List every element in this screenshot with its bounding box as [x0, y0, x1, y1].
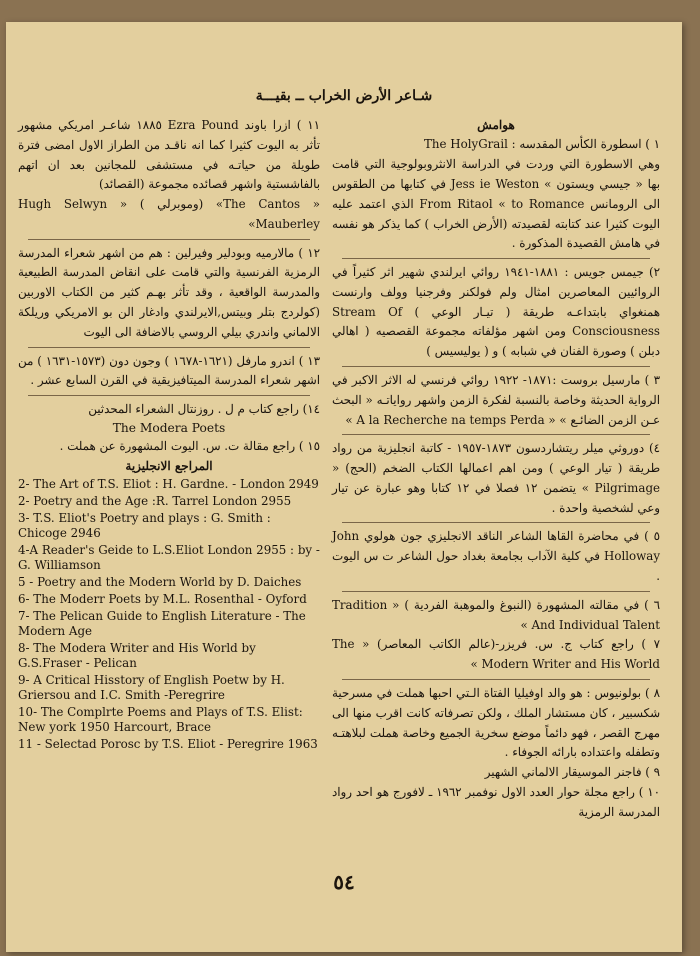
reference-item: 2- The Art of T.S. Eliot : H. Gardne. - London 2949	[18, 476, 319, 491]
references-title: المراجع الانجليزية	[125, 459, 213, 474]
footnote-6: ٦ ) في مقالته المشهورة (النبوغ والموهبة الفردية ) « Tradition And Individual Talent »	[332, 597, 660, 632]
footnote-12: ١٢ ) مالارميه وبودلير وفيرلين : هم من اشهر شعراء المدرسة الرمزية الفرنسية والتي قامت على انقاض المدرسة الطبيعية والمدرسة الواقعية ، وقد تأثر بهـم كثير من الكتاب الاوربين (كولردج بتلر وبيتس,الايرلندي وادغار الن بو الامريكي وريلكة الالماني واندري بيلي الروسي بالاضافة الى اليوت	[18, 245, 320, 339]
reference-item: 3- T.S. Eliot's Poetry and plays : G. Smith : Chicoge 2946	[18, 510, 271, 540]
left-column	[18, 116, 320, 754]
footnote-9: ٩ ) فاجنر الموسيقار الالماني الشهير	[484, 765, 660, 780]
footnote-14-title: The Modera Poets	[112, 420, 226, 435]
footnote-7: ٧ ) راجع كتاب ج. س. فريزر-(عالم الكاتب المعاصر) « The Modern Writer and His World »	[332, 637, 660, 672]
footnote-4: ٤) دوروثي ميلر ريتشاردسون ١٨٧٣-١٩٥٧ - كاتبة انجليزية من رواد طريقة ( تيار الوعي ) ومن اهم اعمالها الكتاب الضخم (الحج) « Pilgrimage » يتضمن ١٢ فصلا في ١٢ كتابا وهو عبارة عن تيار وعي لشخصية واحدة .	[332, 441, 661, 515]
footnote-10: ١٠ ) راجع مجلة حوار العدد الاول نوفمبر ١٩٦٢ ـ لافورج هو احد رواد المدرسة الرمزية	[332, 784, 660, 819]
reference-item: 11 - Selectad Porosc by T.S. Eliot - Peregrire 1963	[18, 737, 318, 752]
footnote-1-body: وهي الاسطورة التي وردت في الدراسة الانثروبولوجية التي قامت بها « جيسي ويستون » Jess ie Weston في كتابها من الطقوس الى الرومانس From Ritaol « to Romance الذي اعتمد عليه اليوت كثيرا عند كتابته لقصيدته (الأرض الخراب ) كما يذكر هو نفسه في هامش القصيدة المذكورة .	[332, 157, 660, 251]
reference-item: 8- The Modera Writer and His World by G.S.Fraser - Pelican	[18, 641, 256, 671]
divider	[28, 347, 310, 348]
reference-item: 7- The Pelican Guide to English Literature - The Modern Age	[18, 608, 306, 638]
divider	[342, 679, 650, 680]
reference-item: 2- Poetry and the Age :R. Tarrel London 2955	[18, 493, 292, 508]
footnote-1: ١ ) اسطورة الكأس المقدسه : The HolyGrail	[424, 137, 660, 152]
divider	[342, 366, 650, 367]
footnote-11: ١١ ) ازرا باوند Ezra Pound ١٨٨٥ شاعـر امريكي مشهور تأثر به اليوت كثيرا كما انه ناقـد من الطراز الاول امضى فترة طويلة من حياتـه في مستشفى للمجانين بعد ان اتهم بالفاشستية واشهر قصائده مجموعة (القصائد)	[18, 118, 320, 192]
footnote-2: ٢) جيمس جويس : ١٨٨١-١٩٤١ روائي ايرلندي شهير اثر كثيراً في الروائيين المعاصرين امثال ولم فولكنر وفرجنيا وولف وارنست همنغواي بابتداعـه طريقة ( تيـار الوعي ) Stream Of Consciousness ومن اشهر مؤلفاته مجموعة القصصيه ( اهالي دبلن ) وصورة الفنان في شبابه ) و ( يوليسيس )	[332, 265, 660, 359]
footnotes-title: هوامش	[477, 118, 515, 132]
footnote-8: ٨ ) بولونيوس : هو والد اوفيليا الفتاة الـتي احبها هملت في مسرحية شكسبير ، كان مستشار الملك ، ولكن تصرفاته كانت اقرب منها الى مهرج القصر ، فهو دائماً موضع سخرية الجميع وخاصة هملت لبلاهتـه وتطفله واعتداده بارائه الجوفاء .	[332, 685, 660, 760]
divider	[28, 395, 310, 396]
reference-item: 5 - Poetry and the Modern World by D. Daiches	[18, 574, 302, 589]
divider	[342, 258, 650, 259]
reference-item: 9- A Critical Hisstory of English Poetw by H. Griersou and I.C. Smith -Peregrire	[18, 673, 285, 703]
divider	[342, 591, 650, 592]
footnote-3: ٣ ) مارسيل بروست :١٨٧١- ١٩٢٢ روائي فرنسي له الاثر الاكبر في الرواية الحديثة وخاصة بالنسبة لفكرة الزمن واشهر رواياتـه « البحث عـن الزمن الضائـع » « A la Recherche na temps Perda »	[332, 373, 660, 427]
page-number: ٥٤	[333, 870, 355, 894]
reference-item: 10- The Complrte Poems and Plays of T.S. Elist: New york 1950 Harcourt, Brace	[18, 705, 303, 735]
right-column	[332, 116, 660, 822]
divider	[342, 522, 650, 523]
divider	[342, 434, 650, 435]
divider	[28, 239, 310, 240]
running-header: شـاعر الأرض الخراب ــ بقيـــة	[255, 88, 433, 104]
reference-item: 6- The Moderr Poets by M.L. Rosenthal - Oyford	[18, 591, 307, 606]
footnote-15: ١٥ ) راجع مقالة ت. س. اليوت المشهورة عن هملت .	[59, 439, 320, 454]
references-list	[18, 477, 320, 753]
document-page	[6, 22, 682, 952]
footnote-14: ١٤) راجع كتاب م ل . روزنتال الشعراء المحدثين	[88, 402, 320, 417]
reference-item: 4-A Reader's Geide to L.S.Eliot London 2955 : by - G. Williamson	[18, 542, 320, 572]
footnote-11-titles: « The Cantos» (وموبرلي ) Hugh Selwyn » Mauberley»	[18, 197, 320, 231]
footnote-5: ٥ ) في محاضرة القاها الشاعر الناقد الانجليزي جون هولوي John Holloway في كلية الآداب بجامعة بغداد حول الشاعر ت س اليوت .	[332, 529, 660, 584]
footnote-13: ١٣ ) اندرو مارفل (١٦٢١-١٦٧٨ ) وجون دون (١٥٧٣-١٦٣١ ) من اشهر شعراء المدرسة الميتافيزيقية في القرن السابع عشر .	[18, 353, 320, 388]
